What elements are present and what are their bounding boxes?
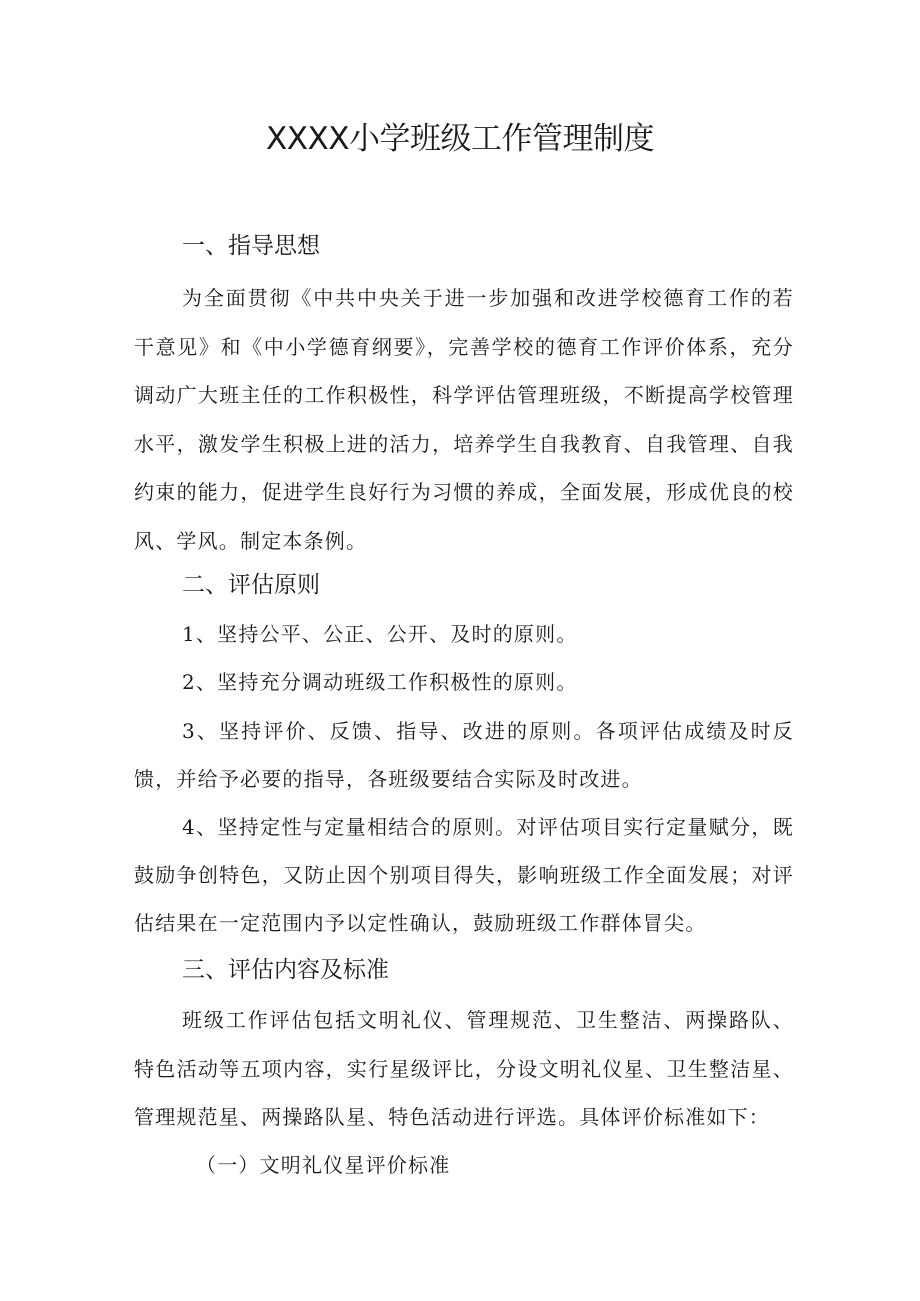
section-heading-evaluation-principles: 二、评估原则 (182, 572, 320, 598)
section-paragraph-guiding-ideology: 为全面贯彻《中共中央关于进一步加强和改进学校德育工作的若干意见》和《中小学德育纲要》，完善学校的德育工作评价体系，充分调动广大班主任的工作积极性，科学评估管理班级，不断提高学校管理水平，激发学生积极上进的活力，培养学生自我教育、自我管理、自我约束的能力，促进学生良好行为习惯的养成，全面发展，形成优良的校风、学风。制定本条例。 (134, 286, 794, 553)
section-heading-guiding-ideology: 一、指导思想 (182, 233, 320, 259)
subheading-etiquette-star: （一）文明礼仪星评价标准 (196, 1153, 451, 1177)
principle-item-3: 3、坚持评价、反馈、指导、改进的原则。各项评估成绩及时反馈，并给予必要的指导，各班级要结合实际及时改进。 (134, 719, 794, 791)
document-title: XXXX小学班级工作管理制度 (266, 121, 654, 157)
principle-item-2: 2、坚持充分调动班级工作积极性的原则。 (182, 670, 578, 694)
section-paragraph-evaluation-content: 班级工作评估包括文明礼仪、管理规范、卫生整洁、两操路队、特色活动等五项内容，实行星级评比，分设文明礼仪星、卫生整洁星、管理规范星、两操路队星、特色活动进行评选。具体评价标准如下： (134, 1008, 794, 1130)
principle-item-4: 4、坚持定性与定量相结合的原则。对评估项目实行定量赋分，既鼓励争创特色，又防止因个别项目得失，影响班级工作全面发展；对评估结果在一定范围内予以定性确认，鼓励班级工作群体冒尖。 (134, 815, 794, 935)
section-heading-evaluation-content: 三、评估内容及标准 (182, 957, 389, 983)
principle-item-1: 1、坚持公平、公正、公开、及时的原则。 (182, 622, 578, 646)
